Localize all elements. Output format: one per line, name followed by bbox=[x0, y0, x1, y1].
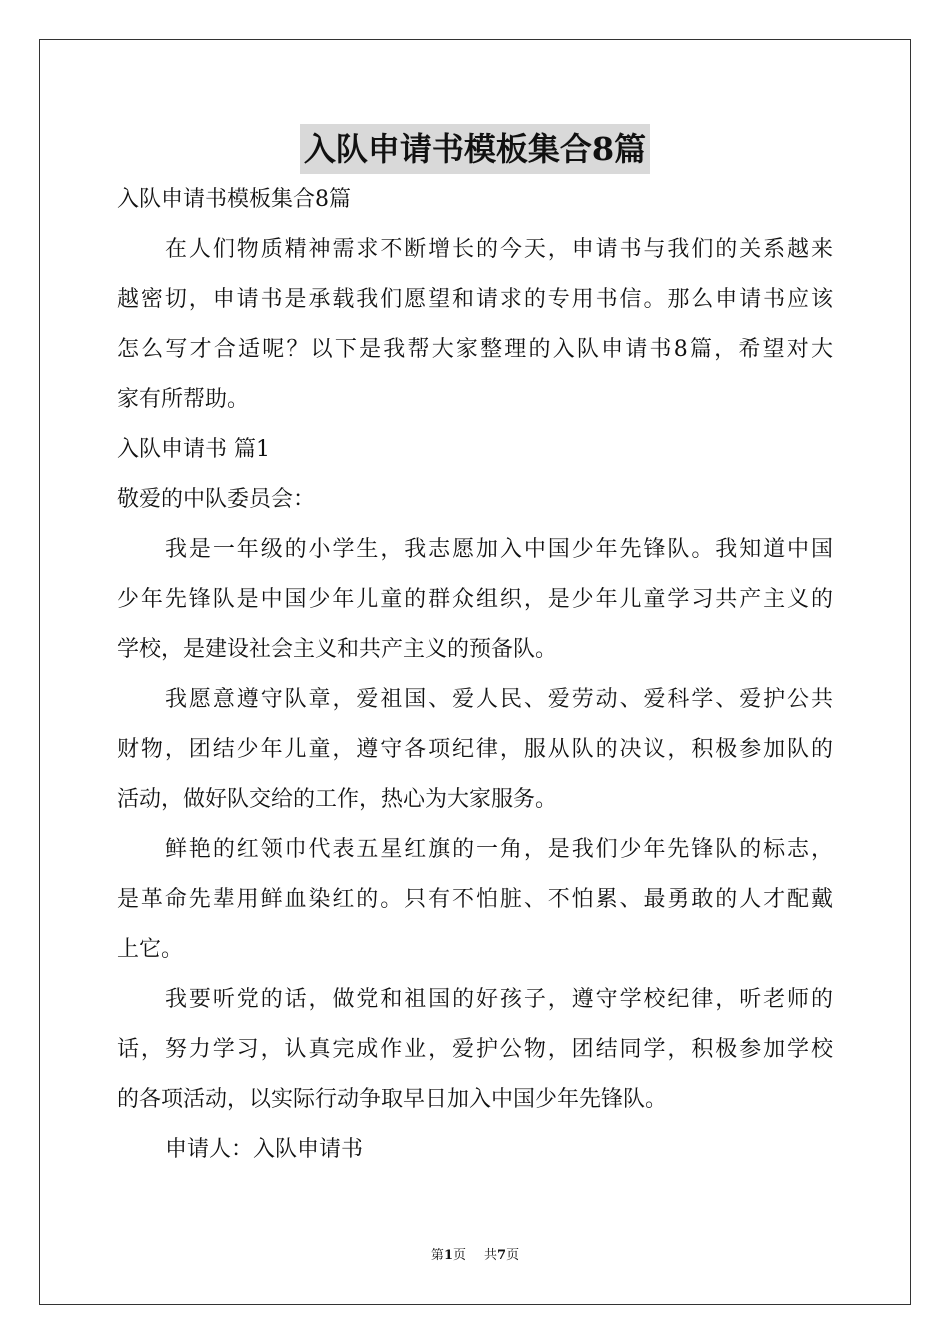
page-number-suffix: 页 bbox=[452, 1248, 466, 1263]
text-line: 我愿意遵守队章，爱祖国、爱人民、爱劳动、爱科学、爱护公共 bbox=[165, 687, 833, 712]
text-line: 是革命先辈用鲜血染红的。只有不怕脏、不怕累、最勇敢的人才配戴 bbox=[117, 887, 833, 912]
text-line: 学校，是建设社会主义和共产主义的预备队。 bbox=[117, 637, 558, 662]
title-container bbox=[0, 124, 950, 174]
text-line: 入队申请书 篇1 bbox=[117, 437, 270, 462]
text-line: 入队申请书模板集合8篇 bbox=[117, 187, 351, 212]
text-line: 怎么写才合适呢？以下是我帮大家整理的入队申请书8篇，希望对大 bbox=[117, 337, 833, 362]
text-line: 在人们物质精神需求不断增长的今天，申请书与我们的关系越来 bbox=[165, 237, 833, 262]
page-number: 1 bbox=[443, 1248, 453, 1263]
text-line: 越密切，申请书是承载我们愿望和请求的专用书信。那么申请书应该 bbox=[117, 287, 833, 312]
text-line: 我要听党的话，做党和祖国的好孩子，遵守学校纪律，听老师的 bbox=[165, 987, 833, 1012]
total-pages: 7 bbox=[497, 1248, 507, 1263]
text-line: 家有所帮助。 bbox=[117, 387, 250, 412]
total-pages-suffix: 页 bbox=[506, 1248, 520, 1263]
document-body bbox=[117, 175, 833, 1175]
text-line: 活动，做好队交给的工作，热心为大家服务。 bbox=[117, 787, 558, 812]
page-footer bbox=[0, 1246, 950, 1266]
text-line: 鲜艳的红领巾代表五星红旗的一角，是我们少年先锋队的标志， bbox=[165, 837, 833, 862]
text-line: 申请人：入队申请书 bbox=[165, 1137, 364, 1162]
text-line: 财物，团结少年儿童，遵守各项纪律，服从队的决议，积极参加队的 bbox=[117, 737, 833, 762]
text-line: 上它。 bbox=[117, 937, 184, 962]
text-line: 的各项活动，以实际行动争取早日加入中国少年先锋队。 bbox=[117, 1087, 668, 1112]
text-line: 少年先锋队是中国少年儿童的群众组织，是少年儿童学习共产主义的 bbox=[117, 587, 833, 612]
text-line: 我是一年级的小学生，我志愿加入中国少年先锋队。我知道中国 bbox=[165, 537, 833, 562]
total-pages-prefix: 共 bbox=[484, 1248, 498, 1263]
text-line: 话，努力学习，认真完成作业，爱护公物，团结同学，积极参加学校 bbox=[117, 1037, 833, 1062]
document-title: 入队申请书模板集合8篇 bbox=[300, 124, 650, 174]
page-number-prefix: 第 bbox=[430, 1248, 444, 1263]
text-line: 敬爱的中队委员会： bbox=[117, 487, 316, 512]
